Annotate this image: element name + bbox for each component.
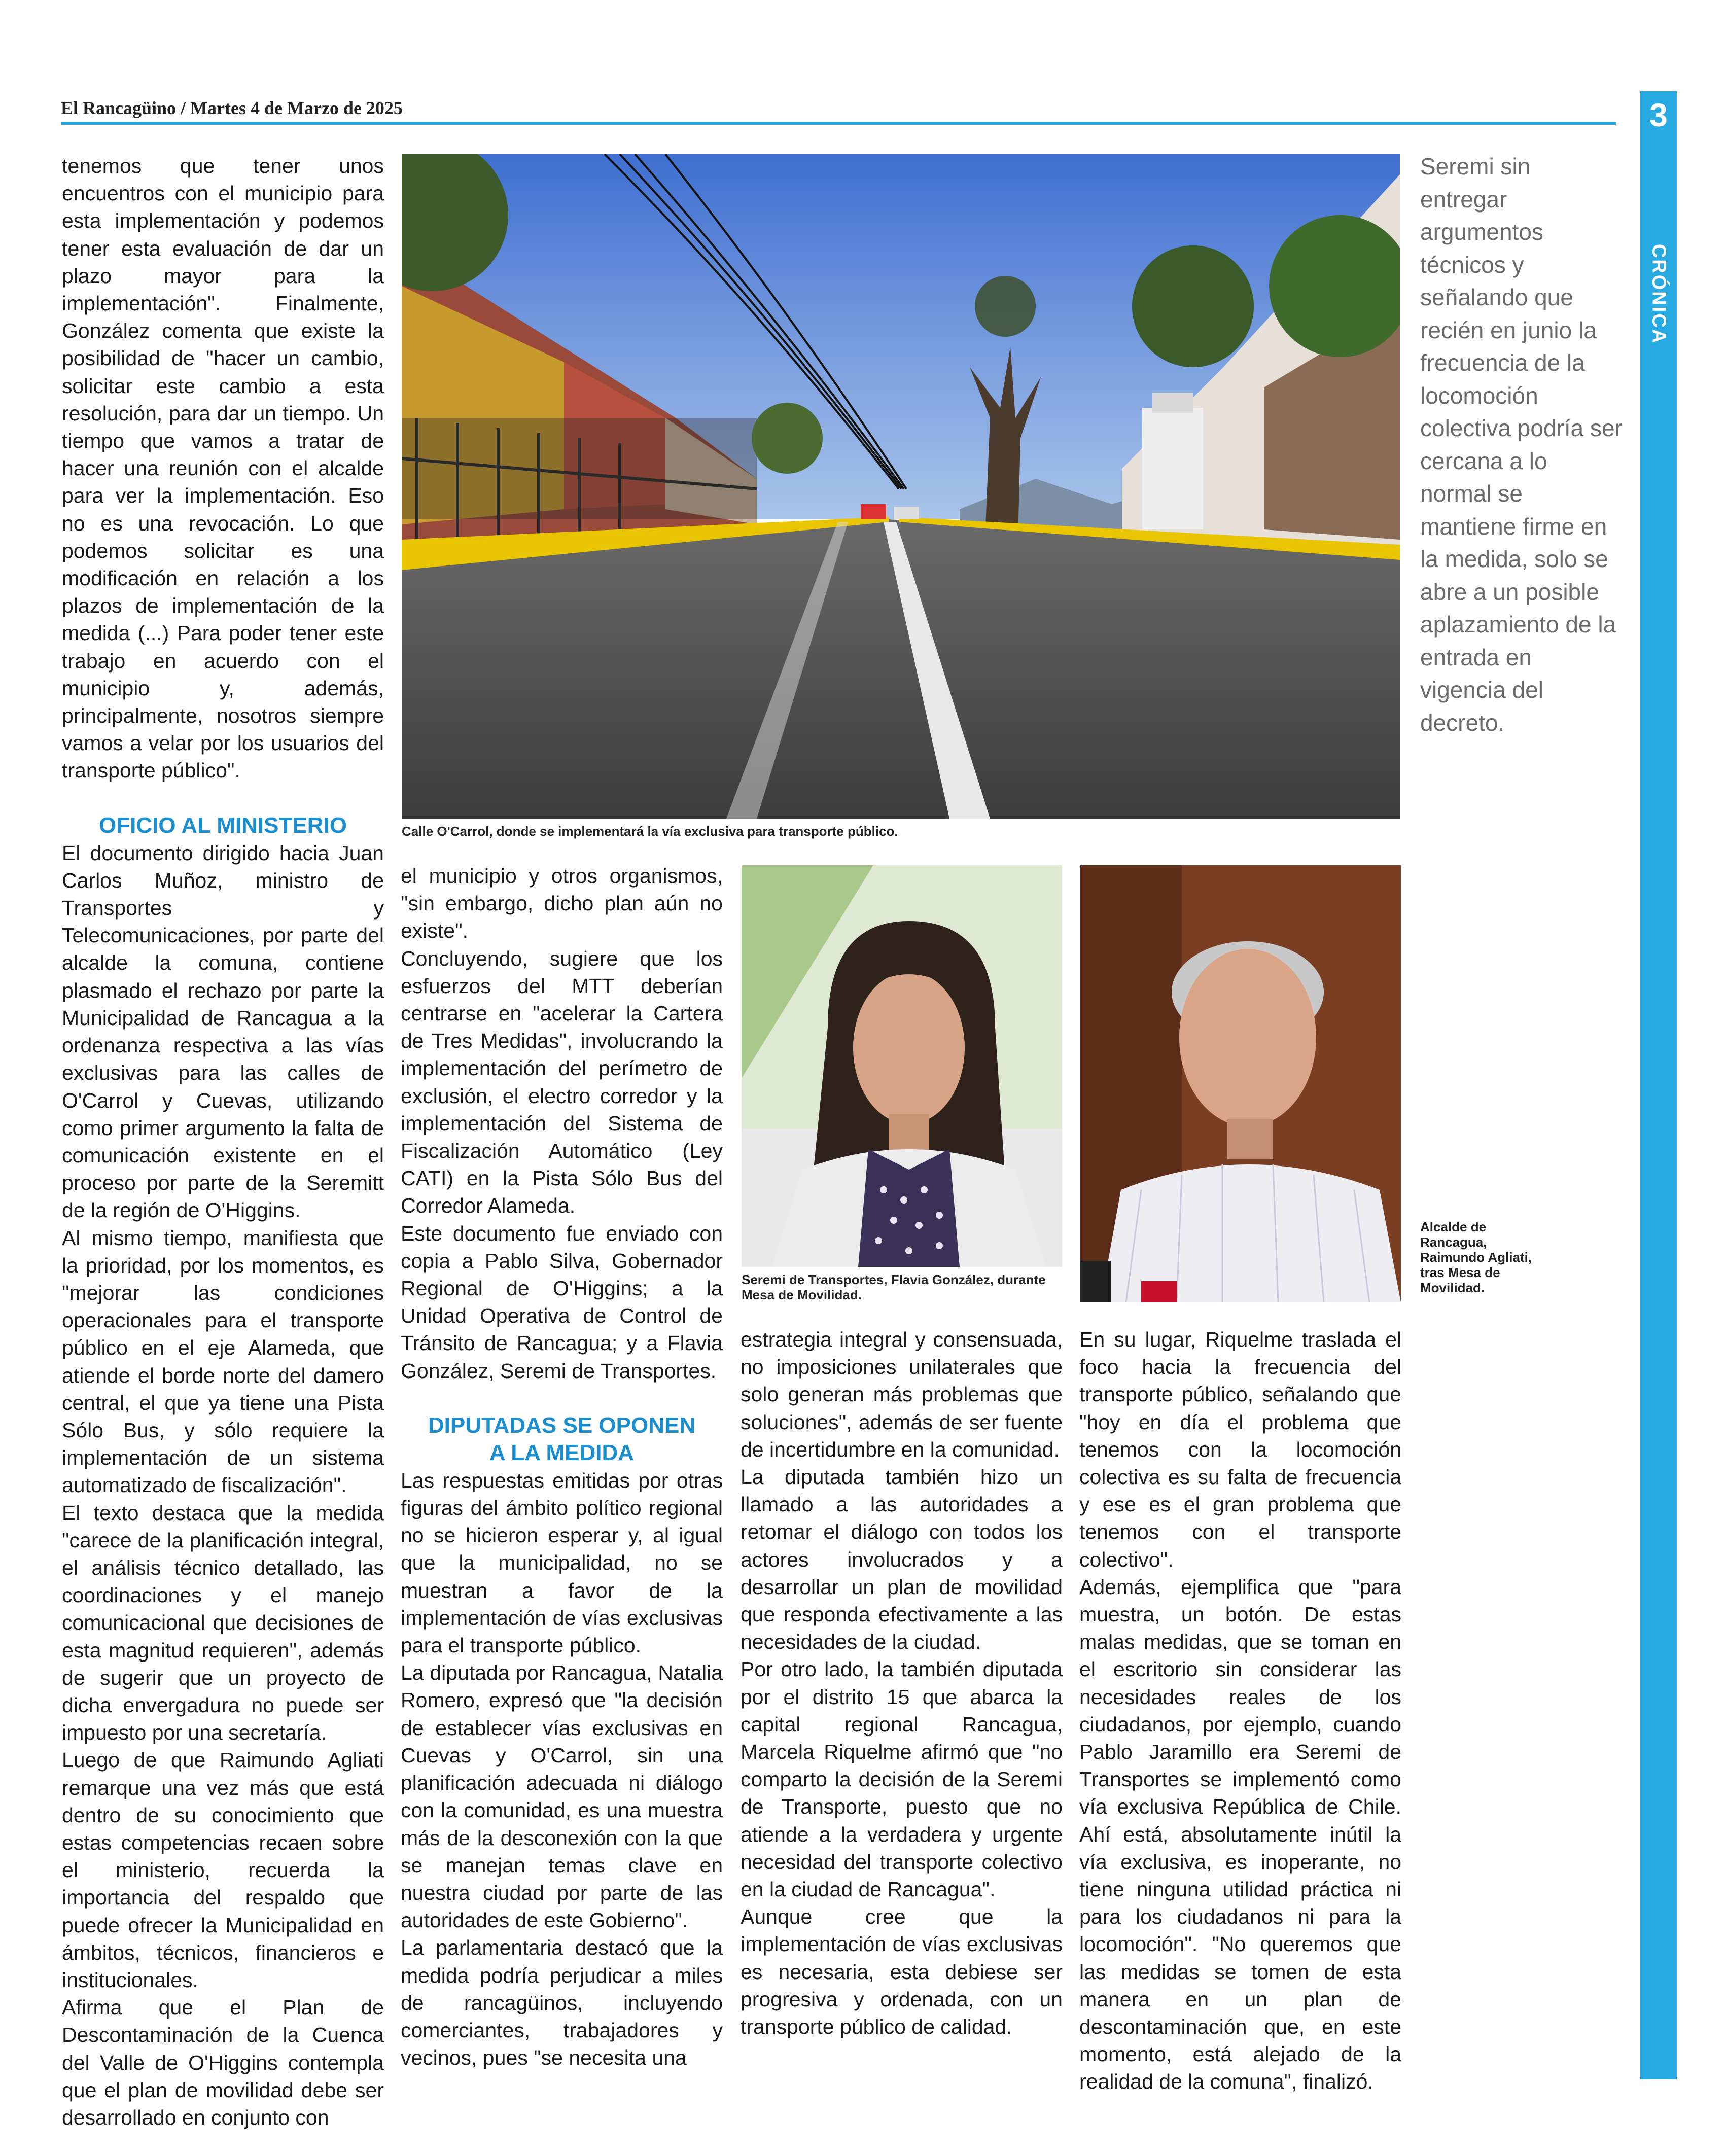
article-paragraph: Las respuestas emitidas por otras figuras del ámbito político regional no se hicieron esperar y, al igual que la municipalidad, no se muestran a favor de la implementación de vías exclusivas para el transporte público. (401, 1468, 723, 1657)
article-paragraph: Aunque cree que la implementación de vías exclusivas es necesaria, esta debiese ser progresiva y ordenada, con un transporte público de calidad. (741, 1905, 1063, 2039)
article-paragraph: La diputada por Rancagua, Natalia Romero, expresó que "la decisión de establecer vías exclusivas en Cuevas y O'Carrol, sin una planificación adecuada ni diálogo con la comunidad, es una muestra más de la desconexión con la que se manejan temas clave en nuestra ciudad por parte de las autoridades de este Gobierno". (401, 1661, 723, 1932)
seremi-photo (742, 865, 1062, 1267)
article-paragraph: El documento dirigido hacia Juan Carlos Muñoz, ministro de Transportes y Telecomunicaciones, por parte del alcalde la comuna, contiene plasmado el rechazo por parte la Municipalidad de Rancagua a la ordenanza respectiva a las vías exclusivas para las calles de O'Carrol y Cuevas, utilizando como primer argumento la falta de comunicación existente en el proceso por parte de la Seremitt de la región de O'Higgins. (62, 841, 384, 1222)
subhead-oficio: OFICIO AL MINISTERIO (99, 812, 347, 838)
article-paragraph: En su lugar, Riquelme traslada el foco hacia la frecuencia del transporte público, señalando que "hoy en día el problema que tenemos con la locomoción colectiva es su falta de frecuencia y ese es el gran problema que tenemos con el transporte colectivo". (1079, 1328, 1401, 1571)
article-paragraph: Este documento fue enviado con copia a Pablo Silva, Gobernador Regional de O'Higgins; a la Unidad Operativa de Control de Tránsito de Rancagua; y a Flavia González, Seremi de Transportes. (401, 1221, 723, 1383)
article-paragraph: La diputada también hizo un llamado a las autoridades a retomar el diálogo con todos los actores involucrados y a desarrollar un plan de movilidad que responda efectivamente a las necesidades de la ciudad. (741, 1465, 1063, 1654)
page-number: 3 (1649, 97, 1668, 133)
article-paragraph: estrategia integral y consensuada, no imposiciones unilaterales que solo generan más problemas que soluciones", además de ser fuente de incertidumbre en la comunidad. (741, 1328, 1063, 1461)
article-paragraph: Concluyendo, sugiere que los esfuerzos del MTT deberían centrarse en "acelerar la Cartera de Tres Medidas", involucrando la implementación del perímetro de exclusión, el electro corredor y la implementación del Sistema de Fiscalización Automático (Ley CATI) en la Pista Sólo Bus del Corredor Alameda. (401, 946, 723, 1218)
subhead-diputadas: DIPUTADAS SE OPONEN (428, 1412, 696, 1438)
street-photo (402, 154, 1400, 819)
header-rule (61, 122, 1616, 125)
article-column-2 (401, 862, 723, 2071)
article-paragraph: el municipio y otros organismos, "sin embargo, dicho plan aún no existe". (401, 864, 723, 943)
article-paragraph: Al mismo tiempo, manifiesta que la prioridad, por los momentos, es "mejorar las condiciones operacionales para el transporte público en el eje Alameda, que atiende el borde norte del damero central, el que ya tiene una Pista Sólo Bus, y sólo requiere la implementación de un sistema automatizado de fiscalización". (62, 1226, 384, 1497)
subhead-diputadas-2: A LA MEDIDA (489, 1440, 635, 1465)
article-column-4 (1079, 1326, 1401, 2096)
page-header (61, 93, 1616, 129)
article-paragraph: tenemos que tener unos encuentros con el municipio para esta implementación y podemos tener esta evaluación de dar un plazo mayor para la implementación". Finalmente, González comenta que existe la posibilidad de "hacer un cambio, solicitar este cambio a esta resolución, para dar un tiempo. Un tiempo que vamos a tratar de hacer una reunión con el alcalde para ver la implementación. Eso no es una revocación. Lo que podemos solicitar es una modificación en relación a los plazos de implementación de la medida (...) Para poder tener este trabajo en acuerdo con el municipio y, además, principalmente, nosotros siempre vamos a velar por los usuarios del transporte público". (62, 154, 384, 783)
article-paragraph: El texto destaca que la medida "carece de la planificación integral, el análisis técnico detallado, las coordinaciones y el manejo comunicacional que decisiones de esta magnitud requieren", además de sugerir que un proyecto de dicha envergadura no puede ser impuesto por una secretaría. (62, 1501, 384, 1745)
article-column-3 (741, 1326, 1063, 2040)
alcalde-photo (1080, 865, 1401, 1302)
article-paragraph: Luego de que Raimundo Agliati remarque una vez más que está dentro de su conocimiento que estas competencias recaen sobre el ministerio, recuerda la importancia del respaldo que puede ofrecer la Municipalidad en ámbitos, técnicos, financieros e institucionales. (62, 1748, 384, 1992)
section-tab (1640, 91, 1677, 2079)
article-paragraph: Además, ejemplifica que "para muestra, un botón. De estas malas medidas, que se toman en el escritorio sin considerar las necesidades reales de los ciudadanos, por ejemplo, cuando Pablo Jaramillo era Seremi de Transportes se implementó como vía exclusiva República de Chile. Ahí está, absolutamente inútil la vía exclusiva, es inoperante, no tiene ninguna utilidad práctica ni para los ciudadanos ni para la locomoción". "No queremos que las medidas se tomen de esta manera en un plan de descontaminación que, en este momento, está alejado de la realidad de la comuna", finalizó. (1079, 1575, 1401, 2094)
article-paragraph: La parlamentaria destacó que la medida podría perjudicar a miles de rancagüinos, incluyendo comerciantes, trabajadores y vecinos, pues "se necesita una (401, 1936, 723, 2070)
article-paragraph: Por otro lado, la también diputada por el distrito 15 que abarca la capital regional Rancagua, Marcela Riquelme afirmó que "no comparto la decisión de la Seremi de Transporte, puesto que no atiende a la verdadera y urgente necesidad del transporte colectivo en la ciudad de Rancagua". (741, 1657, 1063, 1901)
article-column-1 (62, 152, 384, 2131)
seremi-photo-caption: Seremi de Transportes, Flavia González, durante Mesa de Movilidad. (742, 1272, 1046, 1302)
article-paragraph: Afirma que el Plan de Descontaminación de la Cuenca del Valle de O'Higgins contempla que el plan de movilidad debe ser desarrollado en conjunto con (62, 1996, 384, 2130)
masthead: El Rancagüino / Martes 4 de Marzo de 2025 (61, 98, 403, 118)
alcalde-photo-caption: Alcalde de Rancagua, Raimundo Agliati, tras Mesa de Movilidad. (1420, 1219, 1532, 1295)
section-name: CRÓNICA (1648, 243, 1670, 345)
pull-quote: Seremi sin entregar argumentos técnicos y señalando que recién en junio la frecuencia de la locomoción colectiva podría ser cercana a lo normal se mantiene firme en la medida, solo se abre a un posible aplazamiento de la entrada en vigencia del decreto. (1420, 153, 1623, 736)
street-photo-caption: Calle O'Carrol, donde se implementará la vía exclusiva para transporte público. (402, 824, 898, 839)
